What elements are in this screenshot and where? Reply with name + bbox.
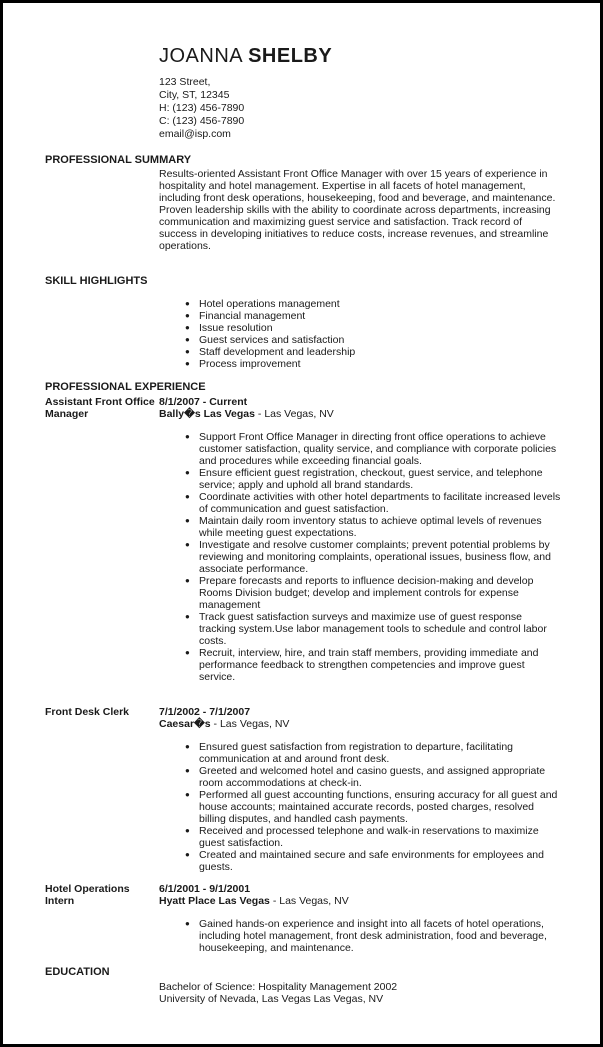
cell-phone: C: (123) 456-7890 bbox=[159, 115, 245, 127]
list-item: ● Investigate and resolve customer complaints; prevent potential problems by reviewing and monitoring complaints, operational issues, business flow, and associate performance. bbox=[181, 539, 561, 575]
company-location: - Las Vegas, NV bbox=[255, 408, 334, 420]
company-name: Bally�s Las Vegas bbox=[159, 408, 255, 420]
experience-heading: PROFESSIONAL EXPERIENCE bbox=[45, 381, 206, 393]
list-item: ● Created and maintained secure and safe environments for employees and guests. bbox=[181, 849, 561, 873]
list-item: ● Track guest satisfaction surveys and maximize use of guest response tracking system.Use labor management tools to schedule and control labor costs. bbox=[181, 611, 561, 647]
summary-heading: PROFESSIONAL SUMMARY bbox=[45, 154, 192, 166]
first-name: JOANNA bbox=[159, 45, 243, 67]
list-item: ● Ensured guest satisfaction from registration to departure, facilitating communication at and around front desk. bbox=[181, 741, 561, 765]
education-block bbox=[159, 981, 397, 1005]
contact-block bbox=[159, 76, 244, 141]
job-title: Front Desk Clerk bbox=[45, 706, 130, 718]
home-phone: H: (123) 456-7890 bbox=[159, 102, 245, 114]
list-item: ● Hotel operations management bbox=[181, 298, 561, 310]
company-name: Caesar�s bbox=[159, 718, 211, 730]
list-item: ● Support Front Office Manager in directing front office operations to achieve customer satisfaction, quality service, and compliance with corporate policies and procedures while exceeding financial goals. bbox=[181, 431, 561, 467]
list-item: ● Prepare forecasts and reports to influence decision-making and develop Rooms Division budget; develop and implement controls for expense management bbox=[181, 575, 561, 611]
address-line: 123 Street, bbox=[159, 76, 211, 88]
job-bullets bbox=[181, 918, 561, 954]
list-item: ● Ensure efficient guest registration, checkout, guest service, and telephone service; apply and uphold all brand standards. bbox=[181, 467, 561, 491]
list-item: ● Financial management bbox=[181, 310, 561, 322]
list-item: ● Coordinate activities with other hotel departments to facilitate increased levels of communication and guest satisfaction. bbox=[181, 491, 561, 515]
job-bullets bbox=[181, 431, 561, 683]
skills-list bbox=[181, 298, 561, 370]
list-item: ● Recruit, interview, hire, and train staff members, providing immediate and performance feedback to strengthen competencies and improve guest service. bbox=[181, 647, 561, 683]
job-dates: 7/1/2002 - 7/1/2007 bbox=[159, 706, 251, 718]
company-location: - Las Vegas, NV bbox=[269, 895, 349, 907]
list-item: ● Maintain daily room inventory status to achieve optimal levels of revenues while meeting guest expectations. bbox=[181, 515, 561, 539]
degree-line: Bachelor of Science: Hospitality Management 2002 bbox=[159, 981, 398, 993]
company-name: Hyatt Place Las Vegas bbox=[159, 895, 270, 907]
summary-text: Results-oriented Assistant Front Office Manager with over 15 years of experience in hospitality and hotel management. Expertise in all facets of hotel management, including front desk operations, housekeeping, food and beverage, and maintenance. Proven leadership skills with the ability to coordinate across departments, increasing communication and maximizing guest service and satisfaction. Track record of success in developing initiatives to reduce costs, increase revenues, and streamline operations. bbox=[159, 168, 556, 252]
skills-heading: SKILL HIGHLIGHTS bbox=[45, 275, 148, 287]
education-heading: EDUCATION bbox=[45, 966, 110, 978]
job-title: Assistant Front Office Manager bbox=[45, 396, 155, 420]
job-company bbox=[159, 895, 349, 907]
list-item: ● Greeted and welcomed hotel and casino guests, and assigned appropriate room accommodations at check-in. bbox=[181, 765, 561, 789]
list-item: ● Guest services and satisfaction bbox=[181, 334, 561, 346]
company-location: - Las Vegas, NV bbox=[210, 718, 290, 730]
list-item: ● Performed all guest accounting functions, ensuring accuracy for all guest and house accounts; maintained accurate records, posted charges, resolved billing disputes, and handled cash payments. bbox=[181, 789, 561, 825]
school-line: University of Nevada, Las Vegas Las Vegas, NV bbox=[159, 993, 384, 1005]
list-item: ● Issue resolution bbox=[181, 322, 561, 334]
list-item: ● Received and processed telephone and walk-in reservations to maximize guest satisfaction. bbox=[181, 825, 561, 849]
last-name: SHELBY bbox=[248, 45, 333, 67]
list-item: ● Gained hands-on experience and insight into all facets of hotel operations, including hotel management, front desk administration, food and beverage, housekeeping, and maintenance. bbox=[181, 918, 561, 954]
job-dates: 6/1/2001 - 9/1/2001 bbox=[159, 883, 251, 895]
list-item: ● Staff development and leadership bbox=[181, 346, 561, 358]
candidate-name bbox=[159, 45, 332, 68]
job-company bbox=[159, 408, 334, 420]
list-item: ● Process improvement bbox=[181, 358, 561, 370]
job-dates: 8/1/2007 - Current bbox=[159, 396, 248, 408]
job-company bbox=[159, 718, 289, 730]
job-title: Hotel Operations Intern bbox=[45, 883, 130, 907]
city-line: City, ST, 12345 bbox=[159, 89, 230, 101]
email: email@isp.com bbox=[159, 128, 231, 140]
job-bullets bbox=[181, 741, 561, 873]
